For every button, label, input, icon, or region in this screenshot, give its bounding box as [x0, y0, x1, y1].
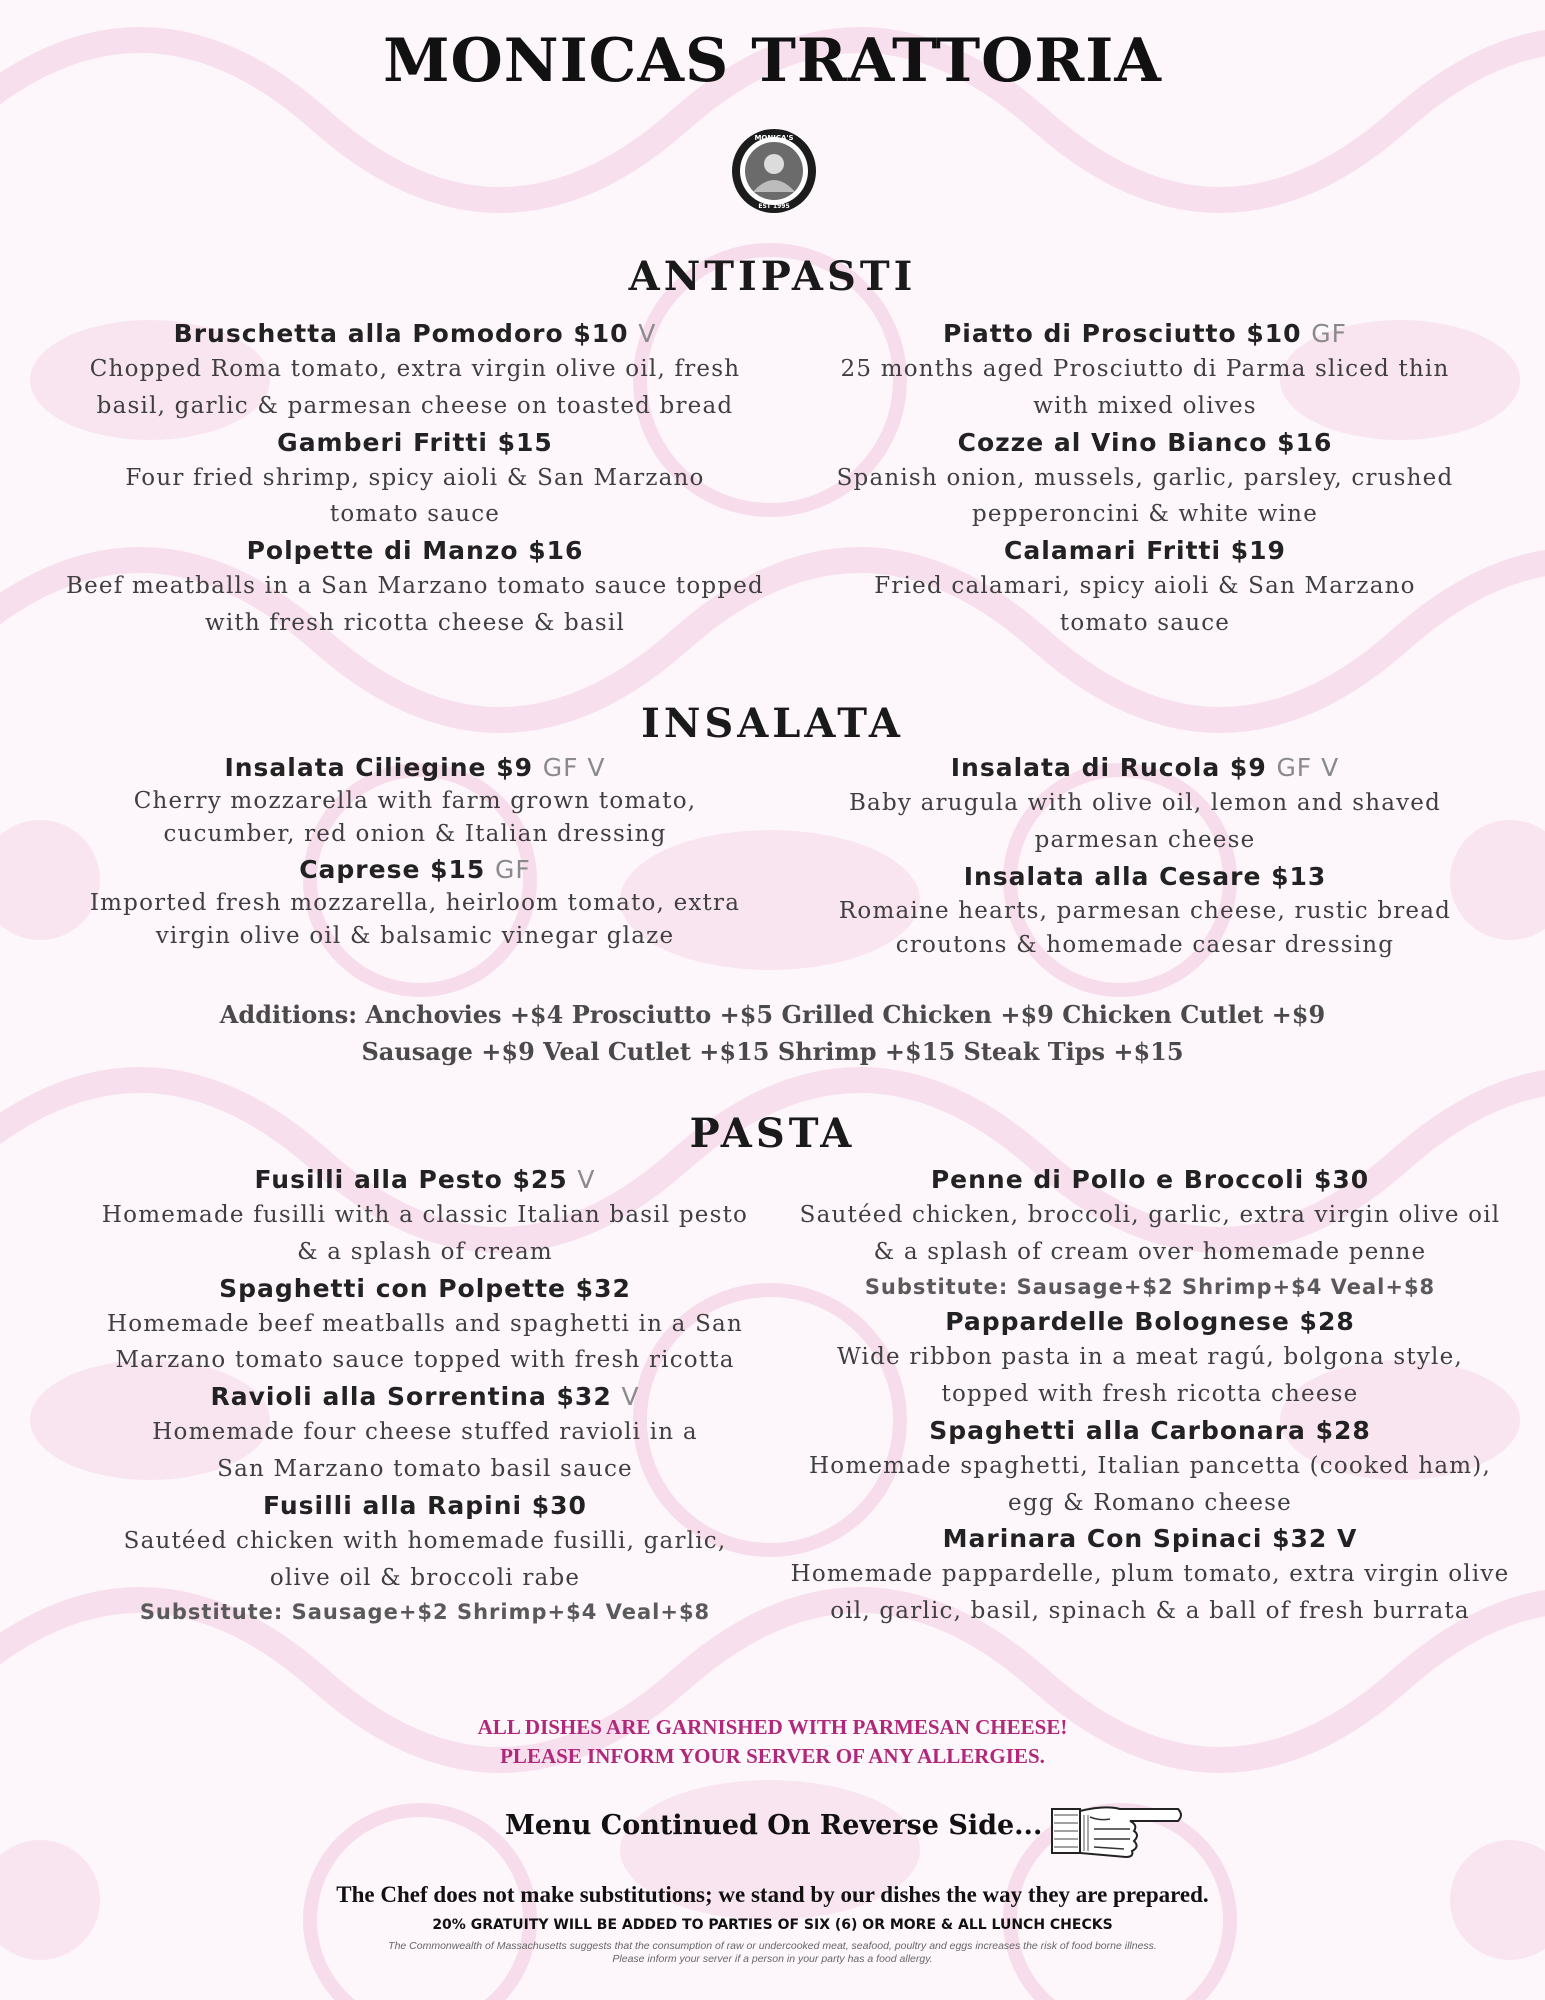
menu-item	[780, 1162, 1520, 1304]
diet-tag: V	[577, 1165, 596, 1194]
item-description: oil, garlic, basil, spinach & a ball of fresh burrata	[830, 1598, 1470, 1625]
item-description: Homemade fusilli with a classic Italian basil pesto	[101, 1202, 749, 1228]
monicas-logo-seal	[731, 128, 817, 214]
item-description: Chopped Roma tomato, extra virgin olive oil, fresh	[89, 356, 741, 382]
item-description: croutons & homemade caesar dressing	[895, 932, 1395, 959]
menu-continued-note: Menu Continued On Reverse Side...	[505, 1810, 1043, 1841]
insalata-left-column	[40, 750, 790, 953]
menu-item	[60, 1379, 790, 1488]
item-description: Homemade beef meatballs and spaghetti in a San	[107, 1310, 743, 1337]
item-description: Sautéed chicken with homemade fusilli, garlic,	[123, 1527, 727, 1554]
menu-item	[40, 533, 790, 642]
item-name: Ravioli alla Sorrentina $32	[210, 1382, 612, 1412]
item-description: Cherry mozzarella with farm grown tomato,	[133, 788, 697, 814]
diet-tag: GF	[495, 854, 531, 884]
logo-top-text: MONICA'S	[754, 134, 794, 142]
item-description: topped with fresh ricotta cheese	[941, 1380, 1359, 1407]
diet-tag: V	[621, 1382, 640, 1412]
menu-item	[790, 859, 1500, 963]
menu-item	[790, 533, 1500, 642]
item-description: Beef meatballs in a San Marzano tomato sauce topped	[66, 573, 764, 600]
item-description: tomato sauce	[1059, 609, 1231, 636]
item-name: Calamari Fritti $19	[1004, 536, 1286, 566]
legal-disclaimer	[0, 1940, 1545, 1966]
item-name: Caprese $15	[299, 854, 486, 884]
item-description: olive oil & broccoli rabe	[269, 1564, 581, 1591]
diet-tag: GF V	[1276, 753, 1340, 782]
menu-item	[60, 1271, 790, 1380]
menu-item	[780, 1413, 1520, 1522]
item-description: with mixed olives	[1033, 392, 1257, 419]
item-name: Spaghetti con Polpette $32	[219, 1273, 631, 1303]
additions-line: Additions: Anchovies +$4 Prosciutto +$5 Grilled Chicken +$9 Chicken Cutlet +$9	[219, 1000, 1326, 1029]
item-name: Pappardelle Bolognese $28	[945, 1307, 1355, 1337]
menu-item	[60, 1162, 790, 1271]
menu-item	[790, 316, 1500, 425]
item-name: Insalata Ciliegine $9	[224, 753, 533, 782]
section-title-insalata: INSALATA	[641, 700, 904, 747]
item-description: Homemade spaghetti, Italian pancetta (cooked ham),	[809, 1452, 1491, 1479]
pasta-right-column	[780, 1162, 1520, 1630]
item-name: Bruschetta alla Pomodoro $10	[173, 319, 629, 348]
substitute-note: Substitute: Sausage+$2 Shrimp+$4 Veal+$8	[139, 1600, 711, 1625]
gratuity-note: 20% GRATUITY WILL BE ADDED TO PARTIES OF SIX (6) OR MORE & ALL LUNCH CHECKS	[432, 1917, 1113, 1933]
menu-item	[780, 1304, 1520, 1413]
item-name: Spaghetti alla Carbonara $28	[929, 1415, 1371, 1445]
item-description: pepperoncini & white wine	[971, 501, 1319, 528]
menu-item	[790, 750, 1500, 859]
additions-line: Sausage +$9 Veal Cutlet +$15 Shrimp +$15 Steak Tips +$15	[361, 1037, 1184, 1067]
logo-bottom-text: EST 1995	[758, 203, 790, 210]
item-name: Polpette di Manzo $16	[246, 536, 584, 566]
legal-line: Please inform your server if a person in your party has a food allergy.	[612, 1953, 933, 1966]
item-description: Homemade pappardelle, plum tomato, extra virgin olive	[790, 1561, 1510, 1588]
section-title-pasta: PASTA	[689, 1110, 856, 1157]
item-description: Marzano tomato sauce topped with fresh ricotta	[115, 1347, 735, 1374]
section-title-antipasti: ANTIPASTI	[628, 253, 917, 300]
item-description: Baby arugula with olive oil, lemon and shaved	[848, 790, 1442, 816]
insalata-right-column	[790, 750, 1500, 963]
item-description: basil, garlic & parmesan cheese on toasted bread	[96, 392, 734, 419]
item-name: Piatto di Prosciutto $10	[942, 319, 1302, 348]
item-description: Sautéed chicken, broccoli, garlic, extra virgin olive oil	[799, 1202, 1501, 1228]
menu-item	[40, 316, 790, 425]
item-name: Fusilli alla Rapini $30	[263, 1490, 587, 1520]
item-description: Romaine hearts, parmesan cheese, rustic bread	[838, 897, 1452, 924]
menu-item	[40, 750, 790, 852]
item-description: Four fried shrimp, spicy aioli & San Marzano	[125, 464, 705, 491]
menu-item	[790, 425, 1500, 534]
chef-note: The Chef does not make substitutions; we stand by our dishes the way they are prepared.	[336, 1882, 1209, 1907]
diet-tag: GF V	[542, 753, 606, 782]
pointing-hand-icon	[1050, 1795, 1185, 1863]
item-description: Spanish onion, mussels, garlic, parsley, crushed	[836, 464, 1454, 491]
item-description: & a splash of cream over homemade penne	[873, 1238, 1427, 1265]
substitute-note: Substitute: Sausage+$2 Shrimp+$4 Veal+$8	[864, 1274, 1436, 1299]
item-description: San Marzano tomato basil sauce	[217, 1455, 633, 1482]
item-name: Marinara Con Spinaci $32 V	[942, 1524, 1358, 1554]
restaurant-name: MONICAS TRATTORIA	[383, 26, 1162, 96]
menu-item	[40, 852, 790, 954]
item-name: Penne di Pollo e Broccoli $30	[930, 1165, 1370, 1194]
item-name: Insalata alla Cesare $13	[963, 861, 1327, 891]
menu-item	[40, 425, 790, 534]
pasta-left-column	[60, 1162, 790, 1630]
item-description: virgin olive oil & balsamic vinegar glaze	[155, 923, 675, 950]
notice-line: PLEASE INFORM YOUR SERVER OF ANY ALLERGIES.	[500, 1744, 1045, 1769]
legal-line: The Commonwealth of Massachusetts suggests that the consumption of raw or undercooked meat, seafood, poultry and eggs increases the risk of food borne illness.	[388, 1940, 1157, 1952]
item-description: Wide ribbon pasta in a meat ragú, bolgona style,	[837, 1344, 1463, 1371]
item-description: egg & Romano cheese	[1008, 1489, 1292, 1516]
item-name: Fusilli alla Pesto $25	[254, 1165, 568, 1194]
menu-item	[780, 1521, 1520, 1630]
item-description: 25 months aged Prosciutto di Parma sliced thin	[840, 356, 1450, 382]
diet-tag: GF	[1311, 319, 1348, 348]
salad-additions	[0, 996, 1545, 1070]
antipasti-left-column	[40, 316, 790, 642]
item-description: tomato sauce	[329, 501, 501, 528]
item-description: with fresh ricotta cheese & basil	[204, 609, 626, 636]
diet-tag: V	[638, 319, 657, 348]
allergy-notice	[0, 1713, 1545, 1772]
antipasti-right-column	[790, 316, 1500, 642]
item-description: Homemade four cheese stuffed ravioli in a	[152, 1419, 698, 1446]
item-name: Gamberi Fritti $15	[277, 427, 553, 457]
item-description: Fried calamari, spicy aioli & San Marzano	[874, 573, 1416, 600]
item-description: cucumber, red onion & Italian dressing	[163, 821, 667, 848]
item-description: parmesan cheese	[1034, 826, 1256, 853]
menu-item	[60, 1488, 790, 1630]
item-name: Insalata di Rucola $9	[950, 753, 1267, 782]
item-name: Cozze al Vino Bianco $16	[957, 427, 1333, 457]
item-description: & a splash of cream	[297, 1238, 553, 1265]
notice-line: ALL DISHES ARE GARNISHED WITH PARMESAN CHEESE!	[477, 1715, 1068, 1739]
item-description: Imported fresh mozzarella, heirloom tomato, extra	[89, 889, 741, 916]
